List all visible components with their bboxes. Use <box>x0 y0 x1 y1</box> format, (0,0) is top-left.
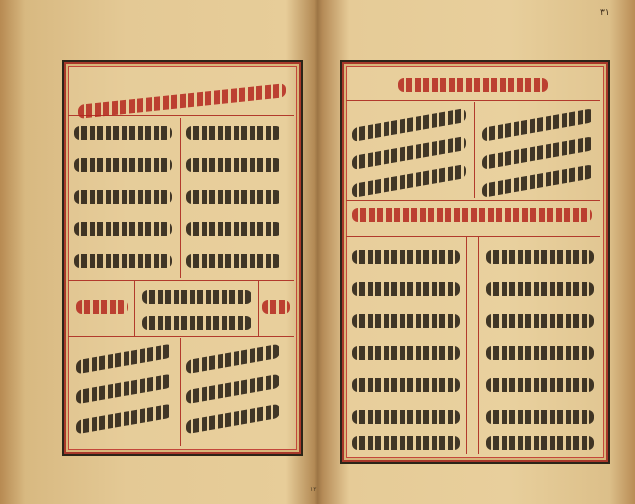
verse-line <box>74 222 172 236</box>
rubric-box-left <box>76 300 128 314</box>
column-divider-inner <box>478 236 479 454</box>
verse-line <box>186 158 282 172</box>
band-line <box>142 316 252 330</box>
verse-line <box>352 410 460 424</box>
verse-line <box>186 190 282 204</box>
verse-line <box>352 378 460 392</box>
verse-line <box>486 346 594 360</box>
column-divider <box>474 102 475 198</box>
verse-line <box>352 436 460 450</box>
verse-line <box>352 314 460 328</box>
verse-line <box>486 410 594 424</box>
band-divider-left <box>134 280 135 336</box>
band-divider-right <box>258 280 259 336</box>
verse-line <box>486 314 594 328</box>
right-page <box>318 0 635 504</box>
column-divider <box>466 236 467 454</box>
band-rule-top <box>68 280 294 281</box>
band-rule-bottom <box>68 336 294 337</box>
verse-line <box>74 190 172 204</box>
verse-line <box>486 282 594 296</box>
verse-line <box>352 250 460 264</box>
verse-line <box>486 436 594 450</box>
heading-rubric <box>398 78 548 92</box>
band-line <box>142 290 252 304</box>
verse-line <box>74 158 172 172</box>
subheading-rule-top <box>346 200 600 201</box>
verse-line <box>186 254 282 268</box>
subheading-rule-bottom <box>346 236 600 237</box>
subheading-rubric <box>352 208 592 222</box>
verse-line <box>486 250 594 264</box>
verse-line <box>486 378 594 392</box>
rubric-box-right <box>262 300 290 314</box>
verse-line <box>186 222 282 236</box>
folio-number: ٣١ <box>600 8 610 18</box>
verse-line <box>352 282 460 296</box>
verse-line <box>352 346 460 360</box>
footer-mark: ١٢ <box>310 486 317 493</box>
header-rule <box>346 100 600 101</box>
verse-line <box>186 126 282 140</box>
column-divider <box>180 118 181 278</box>
verse-line <box>74 126 172 140</box>
verse-line <box>74 254 172 268</box>
lower-column-divider <box>180 338 181 446</box>
